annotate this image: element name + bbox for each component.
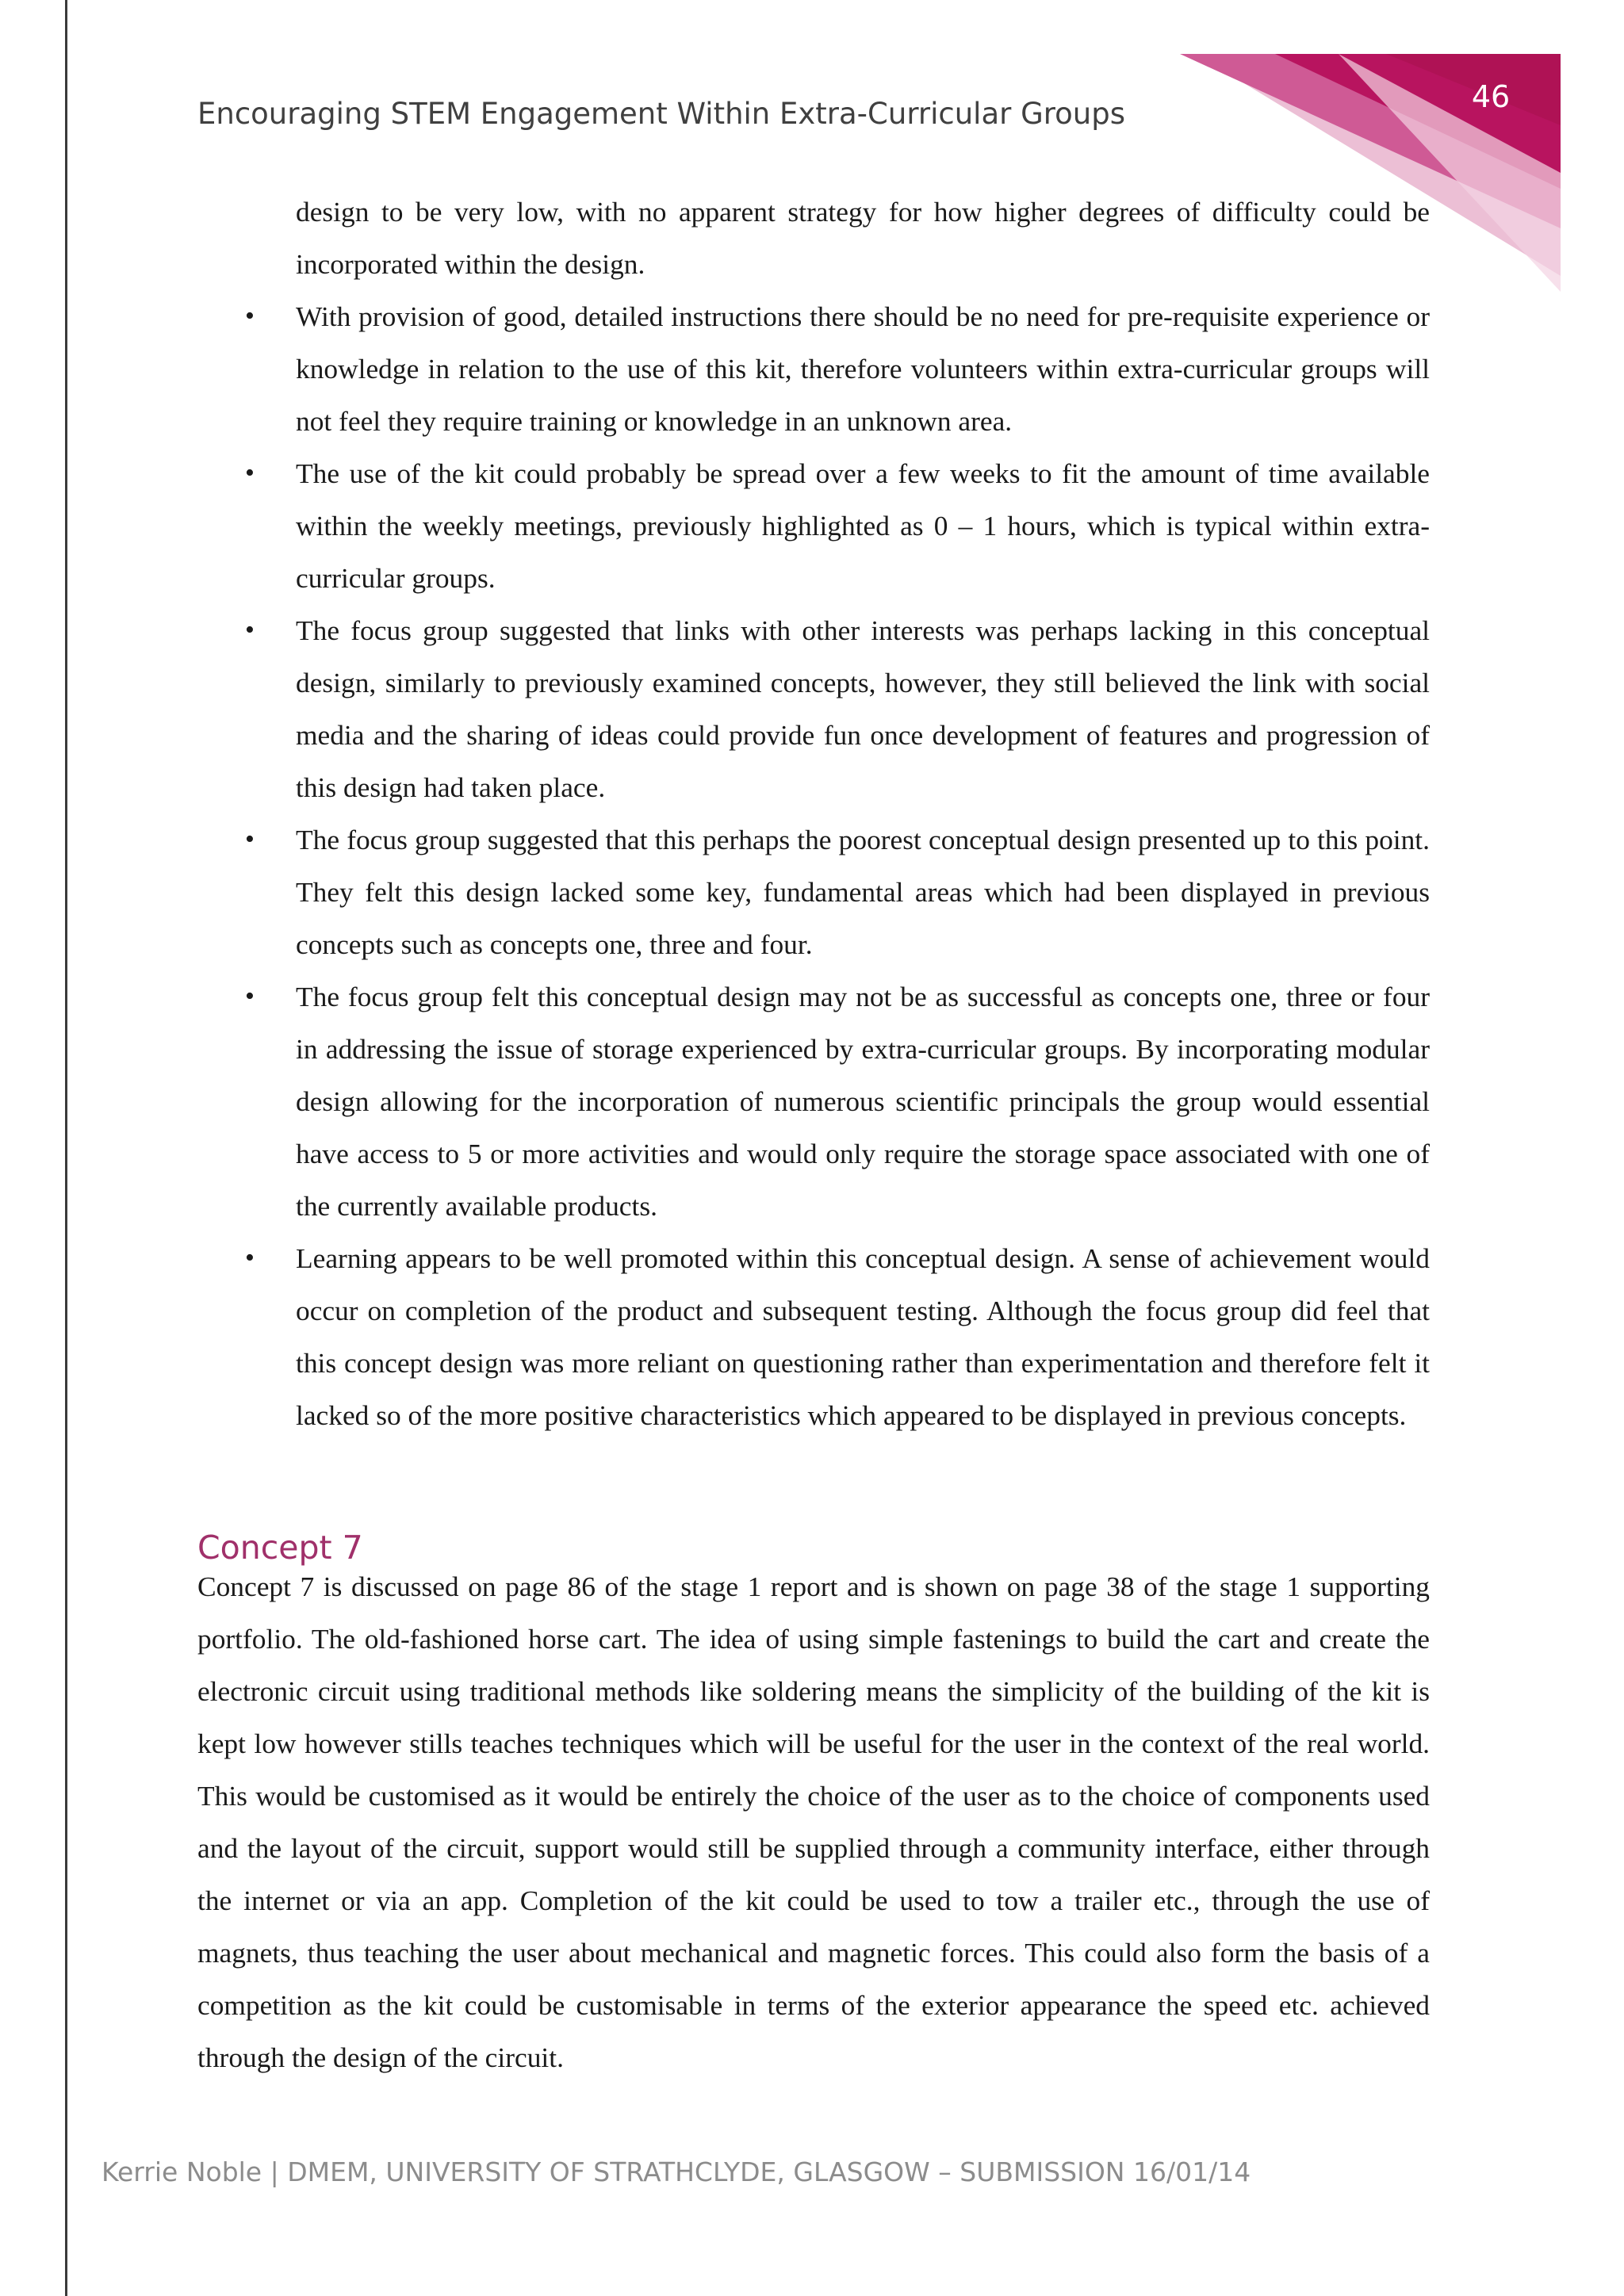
page-number: 46 <box>1471 79 1511 114</box>
list-item: • The focus group suggested that this perhaps the poorest conceptual design presented up to this point. They felt this design lacked some key, fundamental areas which had been displayed in previous concepts such as concepts one, three and four. <box>296 813 1430 970</box>
page-footer: Kerrie Noble | DMEM, UNIVERSITY OF STRATHCLYDE, GLASGOW – SUBMISSION 16/01/14 <box>102 2156 1251 2187</box>
bullet-list <box>296 186 1430 1441</box>
left-margin-rule <box>65 0 67 2296</box>
running-header-title: Encouraging STEM Engagement Within Extra-Curricular Groups <box>197 97 1126 131</box>
section-heading: Concept 7 <box>197 1529 363 1567</box>
list-item: • Learning appears to be well promoted within this conceptual design. A sense of achievement would occur on completion of the product and subsequent testing. Although the focus group did feel that this concept design was more reliant on questioning rather than experimentation and therefore felt it lacked so of the more positive characteristics which appeared to be displayed in previous concepts. <box>296 1232 1430 1441</box>
list-item: • With provision of good, detailed instructions there should be no need for pre-requisite experience or knowledge in relation to the use of this kit, therefore volunteers within extra-curricular groups will not feel they require training or knowledge in an unknown area. <box>296 290 1430 447</box>
concept-paragraph: Concept 7 is discussed on page 86 of the stage 1 report and is shown on page 38 of the stage 1 supporting portfolio. The old-fashioned horse cart. The idea of using simple fastenings to build the cart and create the electronic circuit using traditional methods like soldering means the simplicity of the building of the kit is kept low however stills teaches techniques which will be useful for the user in the context of the real world. This would be customised as it would be entirely the choice of the user as to the choice of components used and the layout of the circuit, support would still be supplied through a community interface, either through the internet or via an app. Completion of the kit could be used to tow a trailer etc., through the use of magnets, thus teaching the user about mechanical and magnetic forces. This could also form the basis of a competition as the kit could be customisable in terms of the exterior appearance the speed etc. achieved through the design of the circuit. <box>197 1571 1430 2073</box>
list-item: • The focus group felt this conceptual design may not be as successful as concepts one, three or four in addressing the issue of storage experienced by extra-curricular groups. By incorporating modular design allowing for the incorporation of numerous scientific principals the group would essential have access to 5 or more activities and would only require the storage space associated with one of the currently available products. <box>296 970 1430 1232</box>
list-item: • The focus group suggested that links with other interests was perhaps lacking in this conceptual design, similarly to previously examined concepts, however, they still believed the link with social media and the sharing of ideas could provide fun once development of features and progression of this design had taken place. <box>296 604 1430 813</box>
list-item: • The use of the kit could probably be spread over a few weeks to fit the amount of time available within the weekly meetings, previously highlighted as 0 – 1 hours, which is typical within extra-curricular groups. <box>296 447 1430 604</box>
list-item-continuation: design to be very low, with no apparent strategy for how higher degrees of difficulty could be incorporated within the design. <box>296 196 1430 280</box>
